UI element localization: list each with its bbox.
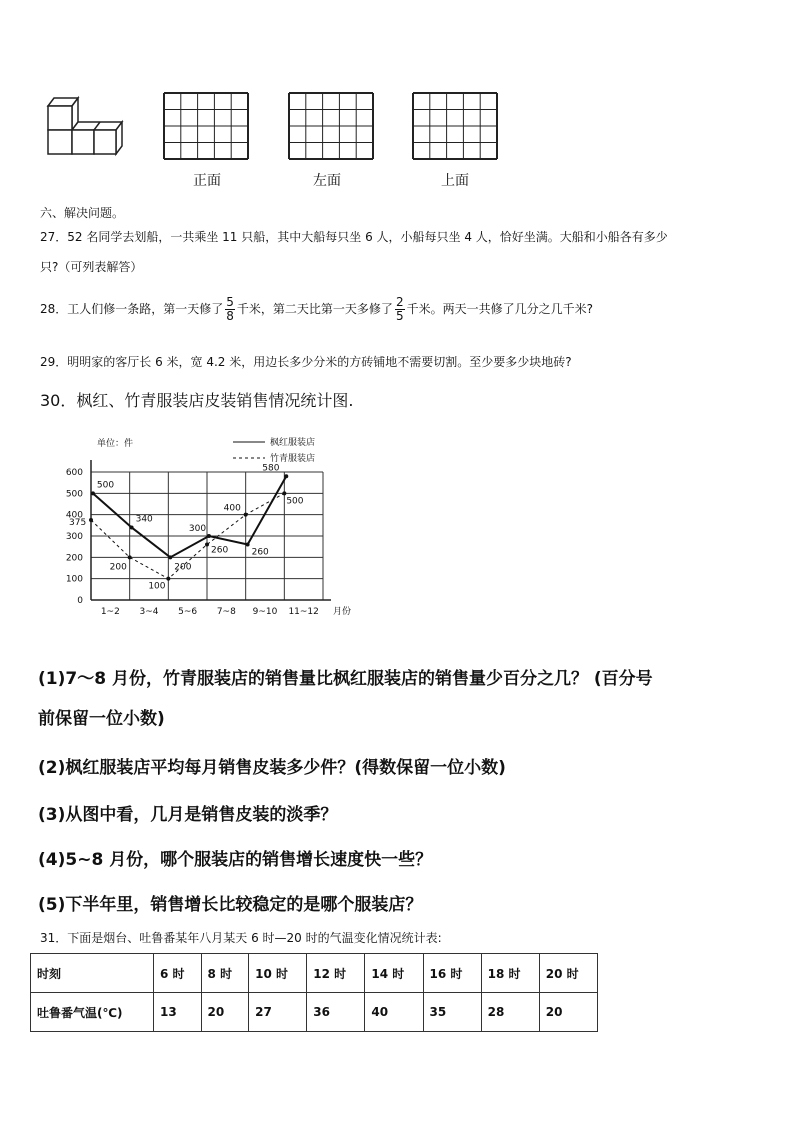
data-label: 400 bbox=[223, 503, 241, 514]
table-cell: 时刻 bbox=[31, 954, 154, 993]
q30-sub1-line2: 前保留一位小数) bbox=[38, 709, 165, 729]
table-cell: 20 bbox=[539, 993, 597, 1032]
view-label-left: 左面 bbox=[313, 173, 341, 189]
y-tick-label: 400 bbox=[65, 510, 83, 521]
q30-sub5: (5)下半年里，销售增长比较稳定的是哪个服装店？ bbox=[38, 895, 423, 915]
data-point bbox=[91, 491, 95, 495]
table-cell: 13 bbox=[154, 993, 202, 1032]
grid-top bbox=[412, 92, 500, 160]
table-cell: 吐鲁番气温(℃) bbox=[31, 993, 154, 1032]
table-cell: 10 时 bbox=[249, 954, 307, 993]
data-point bbox=[207, 534, 211, 538]
view-label-front: 正面 bbox=[193, 173, 221, 189]
temperature-table bbox=[30, 953, 598, 1032]
y-tick-label: 0 bbox=[77, 596, 83, 606]
data-label: 500 bbox=[96, 480, 115, 491]
question-27-line2: 只?（可列表解答） bbox=[40, 260, 143, 274]
table-cell: 40 bbox=[365, 993, 423, 1032]
q30-sub2: (2)枫红服装店平均每月销售皮装多少件？(得数保留一位小数) bbox=[38, 758, 506, 778]
q28-part1: 28．工人们修一条路，第一天修了 bbox=[40, 302, 224, 316]
table-cell: 16 时 bbox=[423, 954, 481, 993]
table-row bbox=[31, 993, 598, 1032]
y-tick-label: 500 bbox=[65, 489, 83, 500]
table-cell: 36 bbox=[307, 993, 365, 1032]
data-point bbox=[284, 474, 288, 478]
q28-part3: 千米。两天一共修了几分之几千米? bbox=[406, 302, 593, 316]
frac2-den: 5 bbox=[395, 309, 404, 323]
data-label: 300 bbox=[188, 524, 207, 534]
data-point bbox=[168, 555, 172, 559]
y-tick-label: 300 bbox=[65, 532, 83, 542]
question-29: 29．明明家的客厅长 6 米，宽 4.2 米，用边长多少分米的方砖铺地不需要切割。至少要多少块地砖? bbox=[40, 355, 572, 369]
question-30-title: 30．枫红、竹青服装店皮装销售情况统计图. bbox=[40, 391, 354, 410]
table-cell: 8 时 bbox=[201, 954, 249, 993]
q28-part2: 千米，第二天比第一天多修了 bbox=[236, 302, 393, 316]
grid-front bbox=[163, 92, 251, 160]
sales-line-chart bbox=[55, 430, 365, 620]
table-cell: 18 时 bbox=[481, 954, 539, 993]
cube-figure bbox=[40, 92, 130, 158]
x-tick-label: 3~4 bbox=[139, 607, 159, 617]
frac2-num: 2 bbox=[395, 295, 404, 309]
y-tick-label: 600 bbox=[65, 468, 83, 478]
x-tick-label: 1~2 bbox=[100, 607, 120, 617]
data-label: 260 bbox=[211, 545, 229, 556]
x-tick-label: 9~10 bbox=[252, 607, 278, 617]
frac1-den: 8 bbox=[226, 309, 234, 323]
view-label-top: 上面 bbox=[441, 173, 469, 189]
question-31: 31．下面是烟台、吐鲁番某年八月某天 6 时—20 时的气温变化情况统计表: bbox=[40, 931, 442, 945]
legend-label: 竹青服装店 bbox=[270, 454, 316, 464]
data-label: 100 bbox=[148, 581, 166, 592]
table-cell: 35 bbox=[423, 993, 481, 1032]
data-point bbox=[282, 491, 286, 495]
data-point bbox=[244, 513, 248, 517]
table-cell: 28 bbox=[481, 993, 539, 1032]
q30-sub3: (3)从图中看，几月是销售皮装的淡季？ bbox=[38, 805, 338, 825]
table-cell: 12 时 bbox=[307, 954, 365, 993]
data-label: 340 bbox=[135, 514, 153, 525]
x-tick-label: 5~6 bbox=[178, 607, 198, 617]
unit-label: 单位：件 bbox=[97, 439, 134, 449]
data-point bbox=[89, 518, 93, 522]
data-point bbox=[246, 543, 250, 547]
series-line-fenghong bbox=[93, 476, 286, 557]
table-cell: 27 bbox=[249, 993, 307, 1032]
x-axis-label: 月份 bbox=[333, 607, 352, 617]
table-header-row bbox=[31, 954, 598, 993]
x-tick-label: 11~12 bbox=[288, 607, 319, 617]
data-label: 375 bbox=[69, 518, 87, 528]
y-tick-label: 100 bbox=[65, 574, 83, 585]
data-point bbox=[130, 525, 134, 529]
data-point bbox=[128, 555, 132, 559]
data-label: 260 bbox=[251, 547, 269, 558]
y-tick-label: 200 bbox=[65, 553, 83, 564]
data-label: 200 bbox=[109, 562, 127, 573]
table-cell: 14 时 bbox=[365, 954, 423, 993]
data-label: 200 bbox=[174, 562, 192, 573]
data-point bbox=[166, 577, 170, 581]
q30-sub1-line1: (1)7～8 月份，竹青服装店的销售量比枫红服装店的销售量少百分之几？ (百分号 bbox=[38, 669, 653, 689]
data-label: 580 bbox=[262, 463, 280, 474]
data-label: 500 bbox=[286, 496, 304, 507]
table-cell: 20 bbox=[201, 993, 249, 1032]
section-heading: 六、解决问题。 bbox=[40, 206, 125, 220]
x-tick-label: 7~8 bbox=[216, 607, 236, 617]
table-cell: 6 时 bbox=[154, 954, 202, 993]
table-cell: 20 时 bbox=[539, 954, 597, 993]
grid-left bbox=[288, 92, 376, 160]
fraction-5-8 bbox=[225, 296, 235, 323]
data-point bbox=[205, 543, 209, 547]
frac1-num: 5 bbox=[226, 295, 234, 309]
legend-label: 枫红服装店 bbox=[270, 438, 316, 448]
question-27-line1: 27．52 名同学去划船，一共乘坐 11 只船，其中大船每只坐 6 人，小船每只坐 4 人，恰好坐满。大船和小船各有多少 bbox=[40, 230, 668, 244]
question-28 bbox=[40, 296, 593, 323]
q30-sub4: (4)5~8 月份，哪个服装店的销售增长速度快一些？ bbox=[38, 850, 433, 870]
fraction-2-5 bbox=[395, 296, 405, 323]
